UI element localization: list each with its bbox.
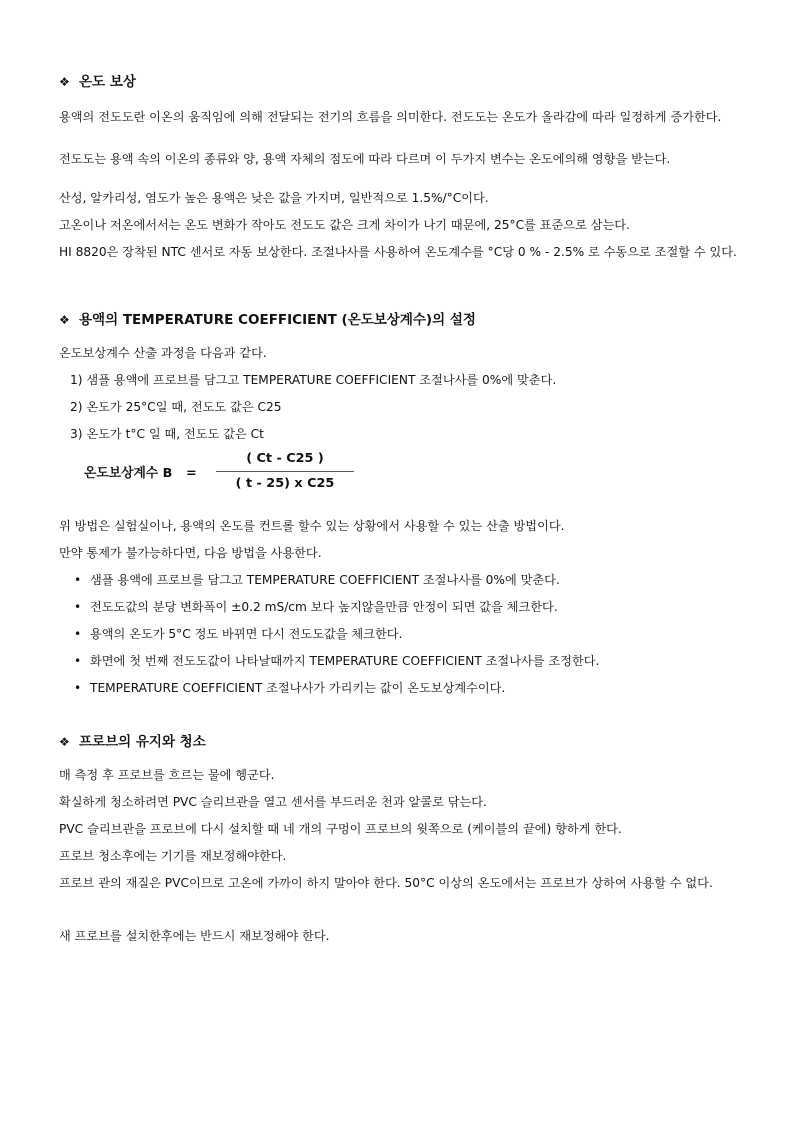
section-title: 프로브의 유지와 청소 xyxy=(79,734,206,750)
paragraph: 확실하게 청소하려면 PVC 슬리브관을 열고 센서를 부드러운 천과 알콜로 닦는다. xyxy=(59,795,487,809)
formula-fraction xyxy=(216,450,354,492)
paragraph: PVC 슬리브관을 프로브에 다시 설치할 때 네 개의 구멍이 프로브의 윗쪽으로 (케이블의 끝에) 향하게 한다. xyxy=(59,822,622,836)
list-item xyxy=(74,574,560,587)
paragraph: 새 프로브를 설치한후에는 반드시 재보정해야 한다. xyxy=(59,929,330,943)
list-item xyxy=(74,682,505,695)
paragraph: 산성, 알카리성, 염도가 높은 용액은 낮은 값을 가지며, 일반적으로 1.5%/°C이다. xyxy=(59,191,489,205)
bullet-dot-icon: • xyxy=(74,627,82,641)
paragraph: 만약 통제가 불가능하다면, 다음 방법을 사용한다. xyxy=(59,546,322,560)
formula-numerator: ( Ct - C25 ) xyxy=(246,451,324,466)
paragraph: 위 방법은 실험실이나, 용액의 온도를 컨트롤 할수 있는 상황에서 사용할 수 있는 산출 방법이다. xyxy=(59,519,565,533)
paragraph: 온도보상계수 산출 과정을 다음과 같다. xyxy=(59,346,267,360)
section-title: 온도 보상 xyxy=(79,74,136,90)
bullet-dot-icon: • xyxy=(74,654,82,668)
section-heading-probe xyxy=(59,734,206,750)
formula-equals: = xyxy=(186,466,197,481)
list-item-text: 화면에 첫 번째 전도도값이 나타날때까지 TEMPERATURE COEFFICIENT 조절나사를 조정한다. xyxy=(90,654,600,668)
diamond-cluster-icon: ❖ xyxy=(59,75,70,89)
formula-label: 온도보상계수 B xyxy=(84,466,173,481)
paragraph: 프로브 청소후에는 기기를 재보정해야한다. xyxy=(59,849,287,863)
list-item-text: 전도도값의 분당 변화폭이 ±0.2 mS/cm 보다 높지않을만큼 안정이 되면 값을 체크한다. xyxy=(90,600,558,614)
paragraph: HI 8820은 장착된 NTC 센서로 자동 보상한다. 조절나사를 사용하여 온도계수를 °C당 0 % - 2.5% 로 수동으로 조절할 수 있다. xyxy=(59,245,737,259)
fraction-bar xyxy=(216,471,354,472)
list-item xyxy=(74,601,558,614)
paragraph: 매 측정 후 프로브를 흐르는 물에 헹군다. xyxy=(59,768,275,782)
formula-denominator: ( t - 25) x C25 xyxy=(235,476,335,491)
list-item xyxy=(74,628,402,641)
section-heading-coef xyxy=(59,312,476,328)
step-item: 1) 샘플 용액에 프로브를 담그고 TEMPERATURE COEFFICIENT 조절나사를 0%에 맞춘다. xyxy=(70,373,557,387)
list-item-text: TEMPERATURE COEFFICIENT 조절나사가 가리키는 값이 온도보상계수이다. xyxy=(90,681,506,695)
paragraph: 프로브 관의 재질은 PVC이므로 고온에 가까이 하지 말아야 한다. 50°C 이상의 온도에서는 프로브가 상하여 사용할 수 없다. xyxy=(59,876,713,890)
list-item-text: 샘플 용액에 프로브를 담그고 TEMPERATURE COEFFICIENT 조절나사를 0%에 맞춘다. xyxy=(90,573,560,587)
section-title: 용액의 TEMPERATURE COEFFICIENT (온도보상계수)의 설정 xyxy=(79,312,476,328)
bullet-dot-icon: • xyxy=(74,600,82,614)
paragraph: 용액의 전도도란 이온의 움직임에 의해 전달되는 전기의 흐름을 의미한다. 전도도는 온도가 올라감에 따라 일정하게 증가한다. xyxy=(59,110,722,124)
step-item: 2) 온도가 25°C일 때, 전도도 값은 C25 xyxy=(70,400,282,414)
diamond-cluster-icon: ❖ xyxy=(59,313,70,327)
paragraph: 고온이나 저온에서서는 온도 변화가 작아도 전도도 값은 크게 차이가 나기 때문에, 25°C를 표준으로 삼는다. xyxy=(59,218,630,232)
paragraph: 전도도는 용액 속의 이온의 종류와 양, 용액 자체의 점도에 따라 다르며 이 두가지 변수는 온도에의해 영향을 받는다. xyxy=(59,152,671,166)
bullet-dot-icon: • xyxy=(74,573,82,587)
list-item xyxy=(74,655,599,668)
section-heading-temp-comp xyxy=(59,74,136,90)
step-item: 3) 온도가 t°C 일 때, 전도도 값은 Ct xyxy=(70,427,264,441)
bullet-dot-icon: • xyxy=(74,681,82,695)
diamond-cluster-icon: ❖ xyxy=(59,735,70,749)
list-item-text: 용액의 온도가 5°C 정도 바뀌면 다시 전도도값을 체크한다. xyxy=(90,627,403,641)
